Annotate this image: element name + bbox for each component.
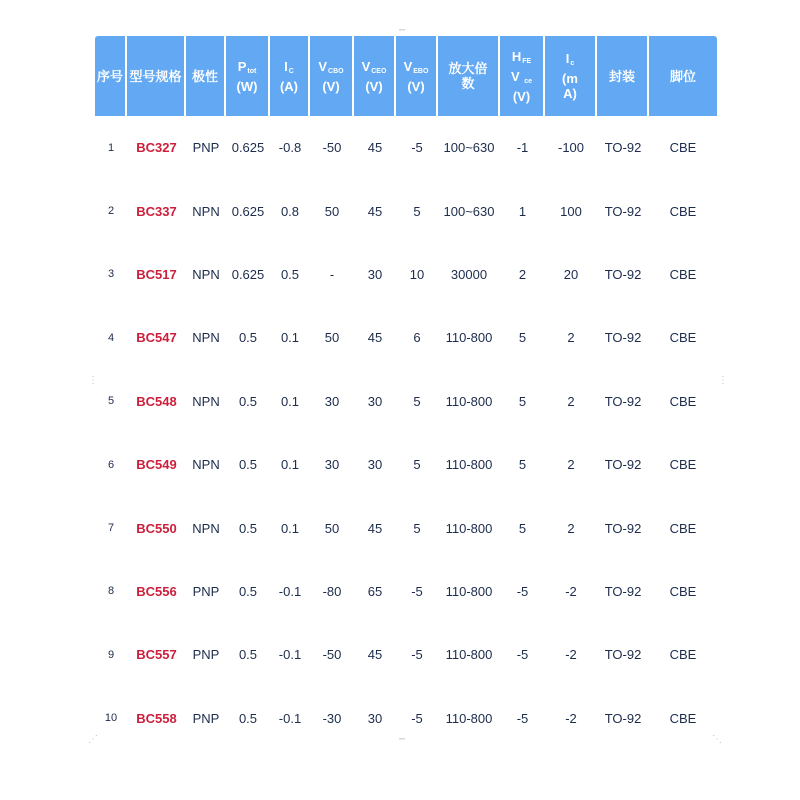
- cell-polarity: NPN: [192, 330, 220, 346]
- cell-ic: 0.5: [280, 266, 300, 282]
- cell-polarity: PNP: [192, 647, 220, 663]
- cell-polarity: NPN: [192, 457, 220, 473]
- header-index: 序号: [95, 36, 127, 116]
- cell-index: 10: [104, 712, 118, 725]
- cell-hfe-vce: -5: [516, 647, 529, 663]
- table-row: [95, 687, 717, 750]
- cell-vceo: 30: [367, 393, 383, 409]
- cell-ic: 0.8: [280, 203, 300, 219]
- cell-pinout: CBE: [669, 266, 697, 282]
- cell-package: TO-92: [604, 393, 642, 409]
- cell-ptot: 0.5: [238, 393, 258, 409]
- table-row: [95, 179, 717, 242]
- cell-hfe-vce: 2: [518, 266, 527, 282]
- cell-index: 1: [107, 141, 115, 154]
- cell-model: BC556: [136, 583, 177, 599]
- cell-hfe-vce: -1: [516, 140, 529, 156]
- cell-polarity: NPN: [192, 393, 220, 409]
- cell-polarity: NPN: [192, 266, 220, 282]
- cell-ptot: 0.5: [238, 647, 258, 663]
- bottom-handle-dots: ⋯: [399, 734, 406, 745]
- cell-gain: 110-800: [445, 457, 493, 473]
- table-body: [95, 116, 717, 750]
- cell-model: BC557: [136, 647, 177, 663]
- cell-vebo: -5: [411, 583, 423, 599]
- cell-gain: 110-800: [445, 710, 493, 726]
- cell-ic: 0.1: [280, 457, 300, 473]
- cell-gain: 110-800: [445, 393, 493, 409]
- cell-package: TO-92: [604, 266, 642, 282]
- cell-gain: 100~630: [443, 140, 495, 156]
- cell-ptot: 0.5: [238, 457, 258, 473]
- cell-model: BC549: [136, 457, 177, 473]
- cell-index: 8: [107, 585, 115, 598]
- cell-vebo: 10: [409, 266, 425, 282]
- cell-vceo: 30: [367, 710, 383, 726]
- cell-pinout: CBE: [669, 583, 697, 599]
- cell-model: BC558: [136, 710, 177, 726]
- cell-ic: 0.1: [280, 393, 300, 409]
- cell-ic: -0.1: [278, 710, 302, 726]
- header-ic: $I_C$ (A): [270, 36, 310, 116]
- cell-gain: 100~630: [443, 203, 495, 219]
- cell-vceo: 45: [367, 647, 383, 663]
- cell-pinout: CBE: [669, 330, 697, 346]
- cell-hfe-vce: 5: [518, 393, 527, 409]
- header-hfe-vce: $H_{FE}$ V $_{ce}$ (V): [500, 36, 545, 116]
- cell-gain: 110-800: [445, 330, 493, 346]
- cell-vcbo: -50: [322, 140, 342, 156]
- cell-ic-ma: -2: [565, 710, 577, 726]
- cell-polarity: NPN: [192, 203, 220, 219]
- header-ptot: $P_{tot}$ (W): [226, 36, 270, 116]
- cell-vebo: 5: [413, 203, 421, 219]
- cell-ptot: 0.625: [231, 203, 265, 219]
- cell-vcbo: 50: [324, 330, 340, 346]
- cell-ptot: 0.625: [231, 266, 265, 282]
- cell-index: 4: [107, 331, 115, 344]
- header-polarity: 极性: [186, 36, 226, 116]
- top-handle-dots: ⋯: [399, 25, 406, 36]
- table-row: [95, 243, 717, 306]
- table-row: [95, 496, 717, 559]
- table-row: [95, 116, 717, 179]
- cell-vceo: 30: [367, 457, 383, 473]
- cell-index: 9: [107, 648, 115, 661]
- cell-hfe-vce: -5: [516, 710, 529, 726]
- right-handle-dots: ⋮: [718, 375, 728, 386]
- cell-model: BC517: [136, 266, 177, 282]
- table-header-row: [95, 36, 717, 116]
- cell-package: TO-92: [604, 520, 642, 536]
- table-row: [95, 623, 717, 686]
- cell-vceo: 45: [367, 520, 383, 536]
- cell-ic-ma: -100: [557, 140, 585, 156]
- header-pinout: 脚位: [649, 36, 717, 116]
- cell-ic: 0.1: [280, 330, 300, 346]
- cell-hfe-vce: 5: [518, 457, 527, 473]
- transistor-spec-sheet: [95, 36, 717, 734]
- cell-vcbo: 30: [324, 393, 340, 409]
- cell-gain: 110-800: [445, 583, 493, 599]
- table-row: [95, 560, 717, 623]
- cell-polarity: NPN: [192, 520, 220, 536]
- cell-vcbo: -: [329, 266, 335, 282]
- cell-vcbo: -80: [322, 583, 342, 599]
- cell-ptot: 0.625: [231, 140, 265, 156]
- cell-pinout: CBE: [669, 520, 697, 536]
- cell-hfe-vce: 1: [518, 203, 527, 219]
- cell-index: 2: [107, 205, 115, 218]
- header-vebo: $V_{EBO}$ (V): [396, 36, 438, 116]
- cell-ic-ma: 2: [567, 520, 575, 536]
- table-row: [95, 433, 717, 496]
- cell-vceo: 45: [367, 330, 383, 346]
- header-model: 型号规格: [127, 36, 186, 116]
- cell-vcbo: -50: [322, 647, 342, 663]
- cell-pinout: CBE: [669, 647, 697, 663]
- cell-pinout: CBE: [669, 457, 697, 473]
- cell-ic: -0.1: [278, 647, 302, 663]
- cell-index: 3: [107, 268, 115, 281]
- cell-vebo: -5: [411, 140, 423, 156]
- transistor-table: [95, 36, 717, 750]
- cell-ic-ma: 20: [563, 266, 579, 282]
- cell-vceo: 30: [367, 266, 383, 282]
- cell-vebo: 5: [413, 393, 421, 409]
- cell-polarity: PNP: [192, 583, 220, 599]
- cell-ic: -0.1: [278, 583, 302, 599]
- cell-package: TO-92: [604, 710, 642, 726]
- cell-hfe-vce: 5: [518, 330, 527, 346]
- cell-polarity: PNP: [192, 140, 220, 156]
- cell-vebo: -5: [411, 710, 423, 726]
- header-ic-ma: $I_c$ (m A): [545, 36, 597, 116]
- cell-vceo: 45: [367, 203, 383, 219]
- cell-package: TO-92: [604, 140, 642, 156]
- cell-vcbo: 50: [324, 520, 340, 536]
- cell-ic-ma: -2: [565, 583, 577, 599]
- cell-model: BC337: [136, 203, 177, 219]
- cell-vcbo: -30: [322, 710, 342, 726]
- cell-ic-ma: 2: [567, 457, 575, 473]
- cell-package: TO-92: [604, 330, 642, 346]
- cell-gain: 110-800: [445, 520, 493, 536]
- cell-ic: 0.1: [280, 520, 300, 536]
- cell-index: 6: [107, 458, 115, 471]
- cell-vceo: 65: [367, 583, 383, 599]
- cell-ic: -0.8: [278, 140, 302, 156]
- cell-model: BC550: [136, 520, 177, 536]
- cell-model: BC548: [136, 393, 177, 409]
- table-row: [95, 370, 717, 433]
- cell-pinout: CBE: [669, 140, 697, 156]
- cell-package: TO-92: [604, 647, 642, 663]
- table-row: [95, 306, 717, 369]
- cell-ic-ma: 100: [560, 203, 582, 219]
- cell-hfe-vce: 5: [518, 520, 527, 536]
- header-vceo: $V_{CEO}$ (V): [354, 36, 396, 116]
- header-package: 封装: [597, 36, 649, 116]
- cell-gain: 110-800: [445, 647, 493, 663]
- cell-ptot: 0.5: [238, 520, 258, 536]
- cell-vceo: 45: [367, 140, 383, 156]
- cell-package: TO-92: [604, 203, 642, 219]
- cell-package: TO-92: [604, 583, 642, 599]
- cell-pinout: CBE: [669, 393, 697, 409]
- cell-ic-ma: -2: [565, 647, 577, 663]
- left-handle-dots: ⋮: [88, 375, 98, 386]
- cell-vebo: -5: [411, 647, 423, 663]
- cell-vebo: 6: [413, 330, 421, 346]
- bottom-right-corner-dots: ⋱: [712, 734, 722, 745]
- cell-vcbo: 50: [324, 203, 340, 219]
- cell-ic-ma: 2: [567, 393, 575, 409]
- cell-polarity: PNP: [192, 710, 220, 726]
- cell-pinout: CBE: [669, 203, 697, 219]
- cell-model: BC327: [136, 140, 177, 156]
- cell-hfe-vce: -5: [516, 583, 529, 599]
- cell-pinout: CBE: [669, 710, 697, 726]
- bottom-left-corner-dots: ⋰: [88, 734, 98, 745]
- cell-ptot: 0.5: [238, 330, 258, 346]
- cell-ptot: 0.5: [238, 583, 258, 599]
- cell-index: 5: [107, 395, 115, 408]
- cell-ic-ma: 2: [567, 330, 575, 346]
- header-gain: 放大倍 数: [438, 36, 500, 116]
- header-vcbo: $V_{CBO}$ (V): [310, 36, 354, 116]
- cell-gain: 30000: [450, 266, 488, 282]
- cell-ptot: 0.5: [238, 710, 258, 726]
- cell-vebo: 5: [413, 520, 421, 536]
- cell-vcbo: 30: [324, 457, 340, 473]
- cell-index: 7: [107, 522, 115, 535]
- cell-model: BC547: [136, 330, 177, 346]
- cell-package: TO-92: [604, 457, 642, 473]
- cell-vebo: 5: [413, 457, 421, 473]
